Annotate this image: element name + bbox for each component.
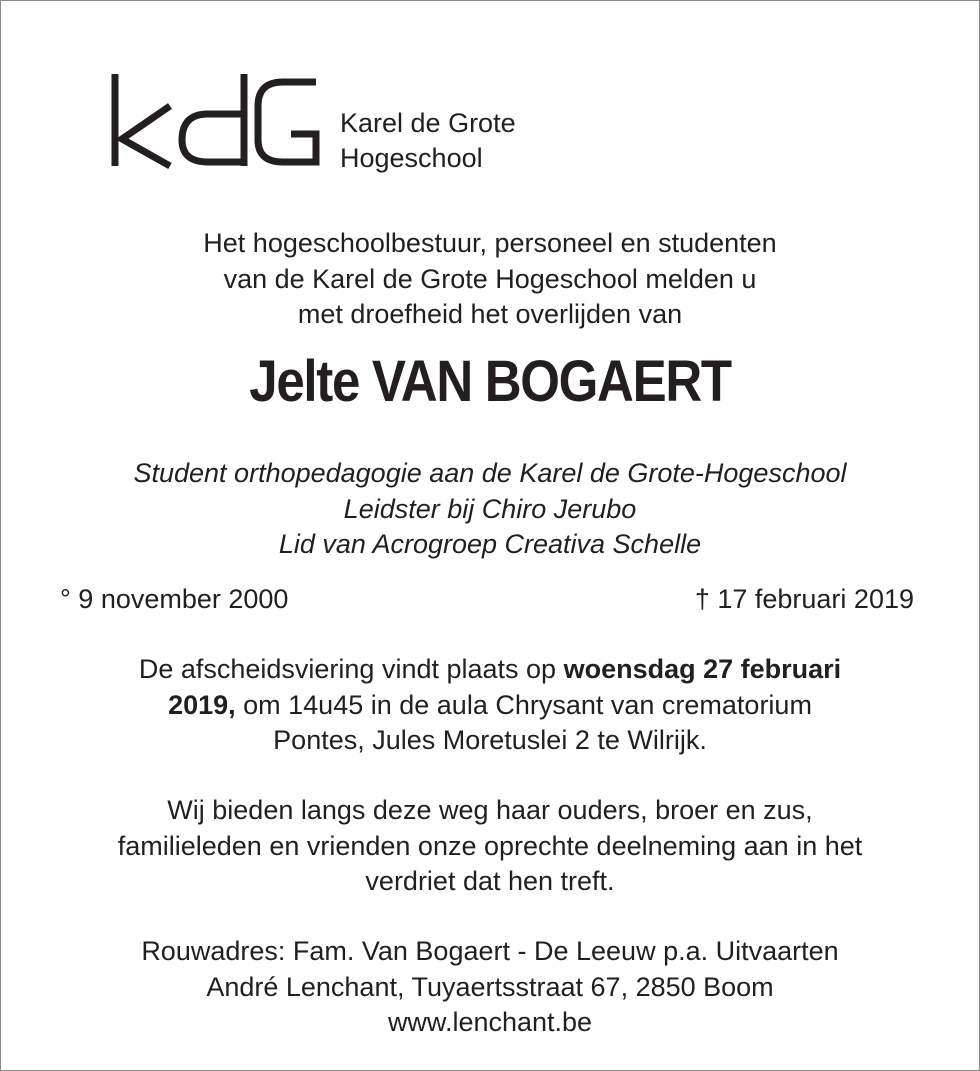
condolence-text [0,793,980,900]
ceremony-year: 2019, [168,689,236,720]
ceremony-line-3: Pontes, Jules Moretuslei 2 te Wilrijk. [273,725,707,755]
intro-line-1: Het hogeschoolbestuur, personeel en studenten [203,228,777,258]
role-item: Student orthopedagogie aan de Karel de Grote-Hogeschool [133,458,847,488]
kdg-logo [108,74,568,174]
role-item: Leidster bij Chiro Jerubo [343,493,637,524]
role-item: Lid van Acrogroep Creativa Schelle [278,529,702,559]
logo-line-2: Hogeschool [340,143,483,173]
ceremony-intro: De afscheidsviering vindt plaats op [138,654,564,684]
intro-line-3: met droefheid het overlijden van [297,299,683,329]
kdg-logo-mark [108,74,323,174]
condolence-line-2: familieleden en vrienden onze oprechte deelneming aan in het [117,830,863,861]
address-line-1: Rouwadres: Fam. Van Bogaert - De Leeuw p.a. Uitvaarten [141,936,839,966]
logo-wordmark [340,106,516,176]
intro-line-2: van de Karel de Grote Hogeschool melden u [223,263,757,294]
address-website: www.lenchant.be [387,1007,593,1037]
birth-date: ° 9 november 2000 [60,584,289,614]
logo-line-1: Karel de Grote [340,108,516,138]
intro-text [0,226,980,333]
address-line-2: André Lenchant, Tuyaertsstraat 67, 2850 Boom [206,971,774,1002]
death-date: † 17 februari 2019 [694,584,914,614]
ceremony-time-location: om 14u45 in de aula Chrysant van crematorium [235,689,812,720]
ceremony-line-1 [0,652,980,688]
deceased-name: Jelte VAN BOGAERT [249,349,731,414]
condolence-line-1: Wij bieden langs deze weg haar ouders, broer en zus, [167,795,813,825]
ceremony-line-2 [0,688,980,724]
mourning-address [0,934,980,1041]
ceremony-date: woensdag 27 februari [563,654,842,684]
ceremony-text [0,652,980,759]
roles-list [0,456,980,563]
condolence-line-3: verdriet dat hen treft. [365,866,615,896]
